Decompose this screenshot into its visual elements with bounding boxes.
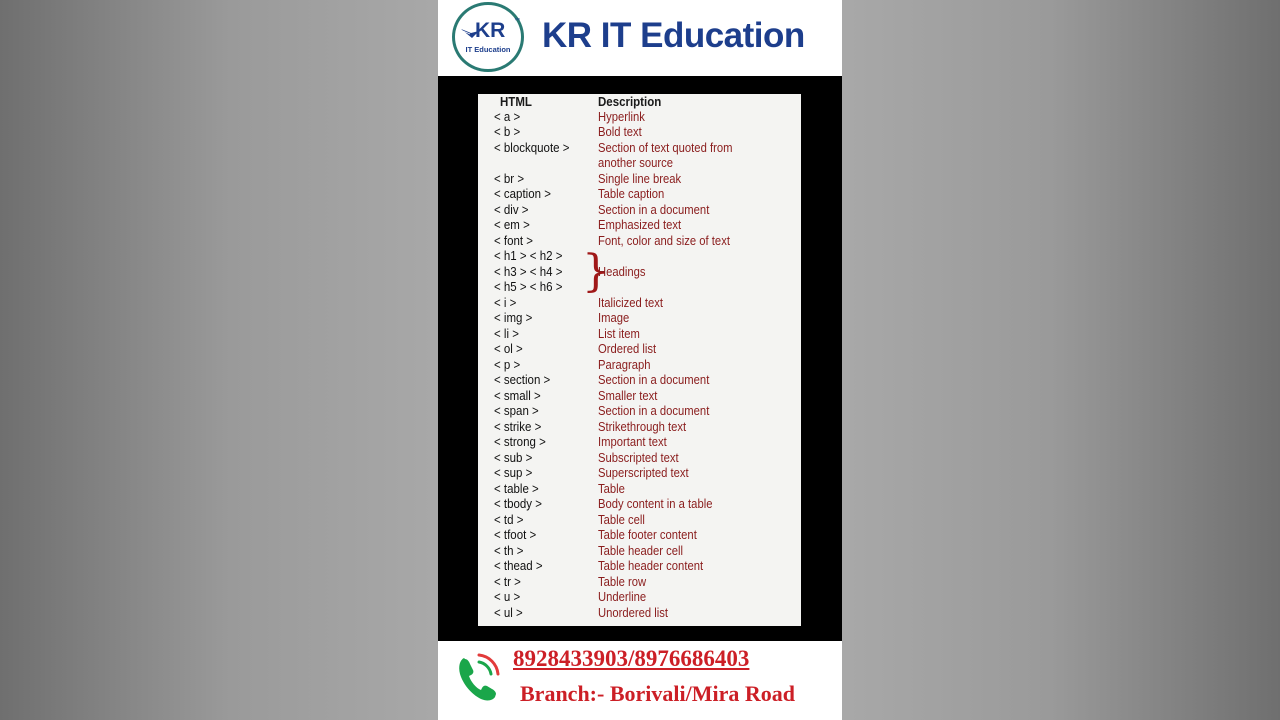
description-cell: Emphasized text <box>598 218 682 232</box>
table-row <box>478 404 801 420</box>
brand-title: KR IT Education <box>542 16 805 55</box>
table-row <box>478 203 801 219</box>
description-cell: Bold text <box>598 125 642 139</box>
logo-subtitle: IT Education <box>465 45 511 54</box>
description-cell: Table cell <box>598 512 645 527</box>
logo-trademark: ™ <box>514 18 520 24</box>
phone-numbers-link[interactable]: 8928433903/8976686403 <box>513 646 750 671</box>
description-cell: Table row <box>598 574 647 589</box>
tag-cell: < em > <box>494 218 530 232</box>
tag-cell: < strong > <box>494 435 546 449</box>
tag-cell: < li > <box>494 326 519 341</box>
tag-cell: < table > <box>494 481 539 496</box>
table-row <box>478 451 801 467</box>
tag-cell: < tfoot > <box>494 528 537 542</box>
tag-cell: < i > <box>494 295 517 310</box>
table-row <box>478 435 801 451</box>
table-row <box>478 141 801 157</box>
table-row <box>478 172 801 188</box>
table-row <box>478 342 801 358</box>
table-row <box>478 110 801 126</box>
table-row <box>478 513 801 529</box>
tag-cell: < small > <box>494 388 541 403</box>
tag-cell: < h5 > < h6 > <box>494 280 563 294</box>
table-row <box>478 296 801 312</box>
description-cell: Section in a document <box>598 202 710 217</box>
description-cell: Table <box>598 481 625 496</box>
tag-cell: < strike > <box>494 419 542 434</box>
table-row <box>478 606 801 622</box>
html-tags-table <box>478 94 801 626</box>
table-row <box>478 497 801 513</box>
tag-cell: < td > <box>494 512 524 527</box>
column-header-html: HTML <box>500 95 532 109</box>
table-row <box>478 389 801 405</box>
header <box>438 0 842 76</box>
logo-text: KR <box>475 19 506 42</box>
tag-cell: < br > <box>494 171 525 186</box>
description-cell: Body content in a table <box>598 497 713 511</box>
tag-cell: < h1 > < h2 > <box>494 249 563 263</box>
description-cell: Hyperlink <box>598 109 645 124</box>
table-row <box>478 265 801 281</box>
tag-cell: < font > <box>494 233 534 248</box>
description-cell: Unordered list <box>598 605 669 620</box>
tag-cell: < img > <box>494 311 533 325</box>
column-header-description: Description <box>598 95 662 109</box>
tag-cell: < a > <box>494 109 521 124</box>
description-cell: Ordered list <box>598 342 657 356</box>
table-row <box>478 327 801 343</box>
tag-cell: < div > <box>494 202 529 217</box>
description-cell: Italicized text <box>598 295 664 310</box>
tag-cell: < ul > <box>494 605 523 620</box>
description-cell: Underline <box>598 590 647 604</box>
tag-cell: < ol > <box>494 342 523 356</box>
tag-cell: < sub > <box>494 450 533 465</box>
table-row <box>478 125 801 141</box>
description-cell: another source <box>598 156 674 170</box>
description-cell: Smaller text <box>598 388 658 403</box>
branch-text: Branch:- Borivali/Mira Road <box>520 681 795 706</box>
description-cell: Table footer content <box>598 528 697 542</box>
table-row <box>478 544 801 560</box>
tag-cell: < b > <box>494 125 521 139</box>
table-row <box>478 528 801 544</box>
tag-cell: < h3 > < h4 > <box>494 264 563 279</box>
table-row <box>478 358 801 374</box>
tag-cell: < sup > <box>494 466 533 480</box>
table-row <box>478 311 801 327</box>
description-cell: Section of text quoted from <box>598 140 733 155</box>
description-cell: Headings <box>598 264 646 279</box>
promo-card <box>438 0 842 720</box>
tag-cell: < blockquote > <box>494 140 570 155</box>
tag-cell: < caption > <box>494 187 551 201</box>
tag-cell: < span > <box>494 404 539 418</box>
table-row <box>478 575 801 591</box>
description-cell: List item <box>598 326 640 341</box>
tag-cell: < section > <box>494 373 551 387</box>
table-row <box>478 187 801 203</box>
description-cell: Superscripted text <box>598 466 689 480</box>
table-row <box>478 156 801 172</box>
description-cell: Paragraph <box>598 357 651 372</box>
tag-cell: < tr > <box>494 574 521 589</box>
brand-logo[interactable] <box>452 2 524 72</box>
tag-cell: < u > <box>494 590 521 604</box>
contact-footer <box>438 641 842 720</box>
tag-cell: < p > <box>494 357 521 372</box>
table-row <box>478 218 801 234</box>
tag-cell: < th > <box>494 543 524 558</box>
headings-brace: } <box>582 246 610 297</box>
description-cell: Table header content <box>598 559 704 573</box>
table-row <box>478 280 801 296</box>
tag-cell: < thead > <box>494 559 543 573</box>
description-cell: Section in a document <box>598 373 710 387</box>
table-row <box>478 482 801 498</box>
table-row <box>478 466 801 482</box>
description-cell: Table header cell <box>598 543 684 558</box>
tag-cell: < tbody > <box>494 497 542 511</box>
table-row <box>478 559 801 575</box>
table-row <box>478 590 801 606</box>
description-cell: Table caption <box>598 187 665 201</box>
table-row <box>478 373 801 389</box>
phone-icon[interactable] <box>454 652 502 704</box>
table-row <box>478 234 801 250</box>
description-cell: Section in a document <box>598 404 710 418</box>
description-cell: Strikethrough text <box>598 419 687 434</box>
description-cell: Image <box>598 311 630 325</box>
description-cell: Important text <box>598 435 667 449</box>
description-cell: Single line break <box>598 171 682 186</box>
table-rows <box>478 110 801 622</box>
description-cell: Subscripted text <box>598 450 679 465</box>
table-row <box>478 420 801 436</box>
description-cell: Font, color and size of text <box>598 233 730 248</box>
